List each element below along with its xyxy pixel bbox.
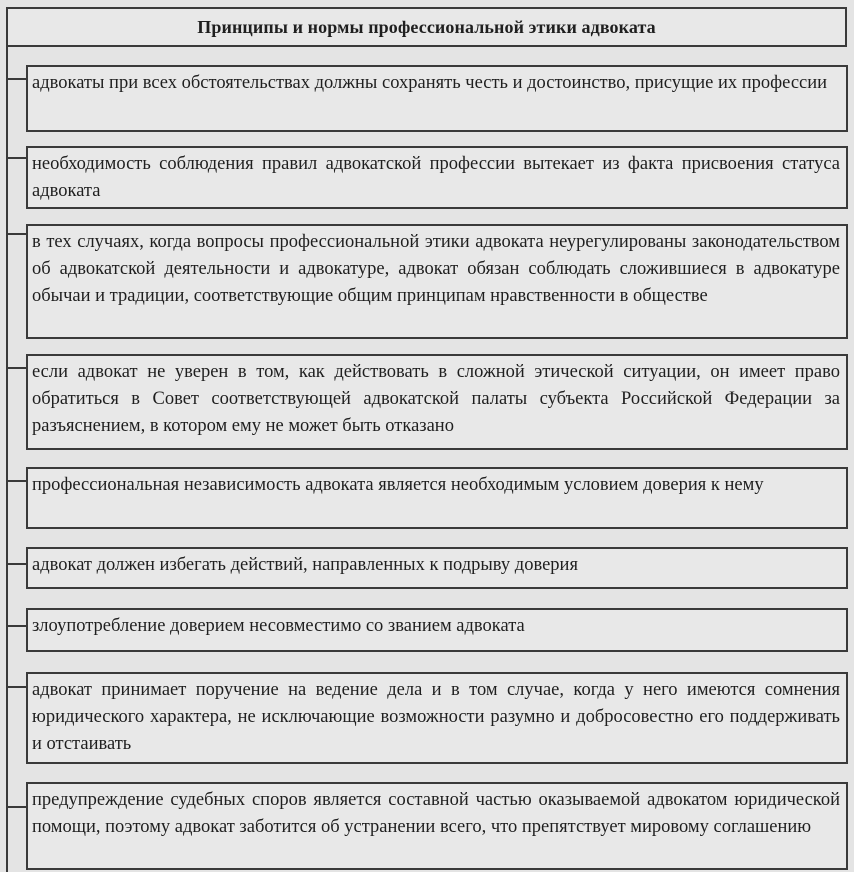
principle-text: предупреждение судебных споров является составной частью оказываемой адвокатом юридической помощи, поэтому адвокат заботится об устранении всего, что препятствует мировому соглашению <box>32 790 840 837</box>
connector-line <box>6 563 26 565</box>
connector-line <box>6 625 26 627</box>
principle-box <box>26 672 848 764</box>
connector-line <box>6 367 26 369</box>
principle-box <box>26 146 848 209</box>
principle-box <box>26 608 848 652</box>
diagram-title-box <box>6 7 847 47</box>
principle-text: адвокат должен избегать действий, направленных к подрыву доверия <box>32 555 578 575</box>
principle-text: адвокат принимает поручение на ведение дела и в том случае, когда у него имеются сомнения юридического характера, не исключающие возможности разумно и добросовестно его поддерживать и отстаивать <box>32 680 840 754</box>
principle-text: необходимость соблюдения правил адвокатской профессии вытекает из факта присвоения статуса адвоката <box>32 154 840 201</box>
connector-line <box>6 233 26 235</box>
principle-text: в тех случаях, когда вопросы профессиональной этики адвоката неурегулированы законодательством об адвокатской деятельности и адвокатуре, адвокат обязан соблюдать сложившиеся в адвокатуре обычаи и традиции, соответствующие общим принципам нравственности в обществе <box>32 232 840 306</box>
principle-text: профессиональная независимость адвоката является необходимым условием доверия к нему <box>32 475 764 495</box>
principle-box <box>26 224 848 339</box>
connector-line <box>6 480 26 482</box>
principle-text: злоупотребление доверием несовместимо со званием адвоката <box>32 616 525 636</box>
principle-text: если адвокат не уверен в том, как действовать в сложной этической ситуации, он имеет право обратиться в Совет соответствующей адвокатской палаты субъекта Российской Федерации за разъяснением, в котором ему не может быть отказано <box>32 362 840 436</box>
principle-text: адвокаты при всех обстоятельствах должны сохранять честь и достоинство, присущие их профессии <box>32 73 828 93</box>
principle-box <box>26 547 848 589</box>
connector-line <box>6 157 26 159</box>
connector-line <box>6 686 26 688</box>
principle-box <box>26 782 848 870</box>
principle-box <box>26 65 848 132</box>
vertical-connector-line <box>6 47 8 872</box>
principle-box <box>26 467 848 529</box>
principle-box <box>26 354 848 450</box>
connector-line <box>6 806 26 808</box>
diagram-title: Принципы и нормы профессиональной этики адвоката <box>197 16 656 37</box>
connector-line <box>6 78 26 80</box>
